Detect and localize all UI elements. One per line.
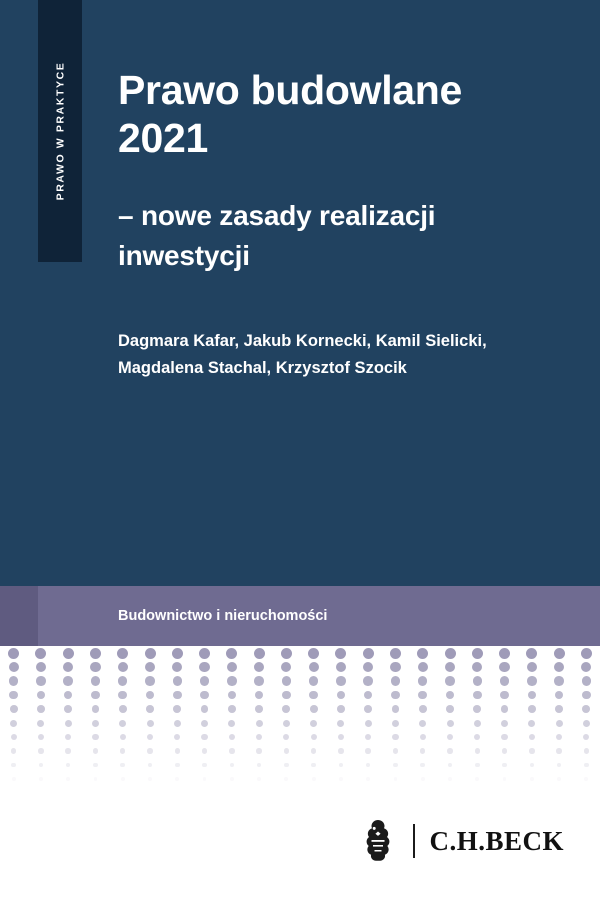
dot bbox=[392, 705, 400, 713]
dot bbox=[121, 777, 125, 781]
dot bbox=[254, 648, 265, 659]
dot bbox=[38, 734, 44, 740]
dot bbox=[392, 720, 399, 727]
dot bbox=[119, 705, 127, 713]
dot bbox=[226, 648, 237, 659]
dot bbox=[9, 691, 18, 700]
dot bbox=[556, 734, 562, 740]
dot bbox=[419, 720, 426, 727]
dot bbox=[555, 705, 563, 713]
dot bbox=[39, 763, 44, 768]
dot bbox=[363, 662, 373, 672]
dot bbox=[366, 777, 370, 781]
dot bbox=[38, 748, 43, 753]
dot bbox=[527, 662, 537, 672]
dot bbox=[337, 691, 346, 700]
dot bbox=[11, 748, 16, 753]
dot bbox=[148, 763, 153, 768]
dot bbox=[199, 662, 209, 672]
dot bbox=[310, 720, 317, 727]
publisher-logo bbox=[357, 818, 564, 864]
dot bbox=[529, 734, 535, 740]
dot bbox=[93, 763, 98, 768]
authors-line-1: Dagmara Kafar, Jakub Kornecki, Kamil Sielicki, bbox=[118, 332, 487, 350]
page-subtitle bbox=[118, 196, 570, 276]
dot bbox=[175, 748, 180, 753]
dot bbox=[526, 648, 537, 659]
dot bbox=[584, 763, 589, 768]
dot bbox=[282, 705, 290, 713]
dot bbox=[202, 763, 207, 768]
dot bbox=[118, 691, 127, 700]
dot bbox=[228, 705, 236, 713]
dot bbox=[201, 705, 209, 713]
dot bbox=[173, 676, 182, 685]
dot bbox=[527, 676, 536, 685]
dot bbox=[445, 662, 455, 672]
dot bbox=[91, 691, 100, 700]
page-title bbox=[118, 66, 570, 163]
dot bbox=[146, 691, 155, 700]
dot bbox=[555, 691, 564, 700]
dot bbox=[65, 720, 72, 727]
dot bbox=[311, 763, 316, 768]
dot bbox=[528, 705, 536, 713]
dot bbox=[63, 662, 73, 672]
dot bbox=[418, 691, 427, 700]
dot bbox=[393, 763, 398, 768]
dot bbox=[200, 691, 209, 700]
dot bbox=[66, 763, 71, 768]
publisher-name: C.H.BECK bbox=[429, 825, 564, 856]
dot bbox=[556, 720, 563, 727]
series-spine-label-text: PRAWO W PRAKTYCE bbox=[54, 61, 66, 201]
dot bbox=[364, 691, 373, 700]
dot bbox=[147, 720, 154, 727]
dot bbox=[501, 705, 509, 713]
dot bbox=[172, 648, 183, 659]
dot bbox=[91, 676, 100, 685]
dot bbox=[11, 734, 17, 740]
dot bbox=[39, 777, 43, 781]
dot bbox=[584, 777, 588, 781]
dot bbox=[173, 705, 181, 713]
dot bbox=[200, 676, 209, 685]
dot bbox=[500, 676, 509, 685]
dot bbox=[147, 748, 152, 753]
dot bbox=[174, 720, 181, 727]
dot bbox=[394, 777, 398, 781]
dot bbox=[9, 662, 19, 672]
dot bbox=[336, 676, 345, 685]
dot bbox=[310, 705, 318, 713]
dot bbox=[417, 648, 428, 659]
authors-block bbox=[118, 328, 570, 381]
dot bbox=[448, 777, 452, 781]
dot bbox=[582, 705, 590, 713]
dot bbox=[120, 748, 125, 753]
dot bbox=[202, 748, 207, 753]
dot bbox=[94, 777, 98, 781]
dot bbox=[10, 705, 18, 713]
dot bbox=[338, 734, 344, 740]
dot bbox=[393, 748, 398, 753]
dot bbox=[229, 734, 235, 740]
dot bbox=[446, 691, 455, 700]
dot bbox=[203, 777, 207, 781]
dot bbox=[309, 691, 318, 700]
dot bbox=[119, 720, 126, 727]
dot bbox=[147, 734, 153, 740]
series-band-edge bbox=[0, 586, 38, 646]
dot bbox=[338, 748, 343, 753]
subtitle-line-2: inwestycji bbox=[118, 240, 250, 272]
dot bbox=[473, 705, 481, 713]
dot bbox=[582, 676, 591, 685]
dot bbox=[365, 734, 371, 740]
dot bbox=[65, 748, 70, 753]
title-line-1: Prawo budowlane bbox=[118, 67, 463, 113]
dot bbox=[257, 777, 261, 781]
dot bbox=[37, 705, 45, 713]
dot bbox=[230, 777, 234, 781]
dot bbox=[255, 691, 264, 700]
dot bbox=[11, 763, 16, 768]
dot bbox=[92, 734, 98, 740]
dot bbox=[530, 763, 535, 768]
dot bbox=[557, 763, 562, 768]
dot bbox=[472, 648, 483, 659]
dot bbox=[93, 748, 98, 753]
dot bbox=[283, 720, 290, 727]
dot bbox=[583, 720, 590, 727]
dot bbox=[308, 648, 319, 659]
dot bbox=[420, 763, 425, 768]
dot bbox=[228, 691, 237, 700]
dot bbox=[390, 662, 400, 672]
dot bbox=[556, 748, 561, 753]
dot bbox=[581, 662, 591, 672]
dot bbox=[256, 734, 262, 740]
dot bbox=[201, 720, 208, 727]
dot bbox=[8, 648, 19, 659]
dot bbox=[554, 648, 565, 659]
title-line-2: 2021 bbox=[118, 115, 209, 162]
dot bbox=[501, 734, 507, 740]
series-band-label: Budownictwo i nieruchomości bbox=[118, 608, 328, 624]
dot bbox=[228, 720, 235, 727]
dot bbox=[421, 777, 425, 781]
dot bbox=[312, 777, 316, 781]
authors-line-2: Magdalena Stachal, Krzysztof Szocik bbox=[118, 358, 407, 377]
dot bbox=[284, 763, 289, 768]
dot bbox=[9, 676, 18, 685]
dot bbox=[390, 648, 401, 659]
series-spine-label bbox=[38, 0, 82, 262]
dot bbox=[499, 648, 510, 659]
dot bbox=[172, 662, 182, 672]
dot bbox=[92, 720, 99, 727]
dot bbox=[254, 662, 264, 672]
dot bbox=[335, 648, 346, 659]
dot bbox=[363, 648, 374, 659]
dot bbox=[339, 777, 343, 781]
dot bbox=[475, 777, 479, 781]
dot bbox=[584, 748, 589, 753]
dot bbox=[173, 691, 182, 700]
dot bbox=[501, 720, 508, 727]
dot bbox=[145, 648, 156, 659]
subtitle-line-1: – nowe zasady realizacji bbox=[118, 200, 436, 231]
dot bbox=[90, 648, 101, 659]
dot bbox=[581, 648, 592, 659]
dot bbox=[311, 734, 317, 740]
dot bbox=[448, 763, 453, 768]
dot bbox=[145, 662, 155, 672]
dot bbox=[65, 734, 71, 740]
dot bbox=[557, 777, 561, 781]
dot bbox=[364, 705, 372, 713]
dot bbox=[365, 720, 372, 727]
dot bbox=[445, 676, 454, 685]
dot bbox=[254, 676, 263, 685]
dot bbox=[120, 734, 126, 740]
dot bbox=[37, 691, 46, 700]
dot bbox=[311, 748, 316, 753]
dot bbox=[554, 676, 563, 685]
dot bbox=[446, 705, 454, 713]
dot bbox=[554, 662, 564, 672]
dot bbox=[528, 720, 535, 727]
dot bbox=[337, 705, 345, 713]
dot bbox=[474, 720, 481, 727]
dot bbox=[530, 777, 534, 781]
dot bbox=[35, 648, 46, 659]
dot bbox=[309, 662, 319, 672]
dot bbox=[92, 705, 100, 713]
dot bbox=[36, 676, 45, 685]
dot bbox=[227, 676, 236, 685]
dot bbox=[146, 705, 154, 713]
dot bbox=[447, 748, 452, 753]
dot bbox=[475, 763, 480, 768]
dot bbox=[64, 691, 73, 700]
dot bbox=[255, 705, 263, 713]
dot bbox=[499, 662, 509, 672]
dot bbox=[391, 676, 400, 685]
dot bbox=[447, 720, 454, 727]
dot bbox=[281, 662, 291, 672]
dot bbox=[391, 691, 400, 700]
dot bbox=[230, 763, 235, 768]
logo-divider bbox=[413, 824, 415, 858]
dot bbox=[10, 720, 17, 727]
dot bbox=[227, 662, 237, 672]
dot bbox=[199, 648, 210, 659]
dot bbox=[36, 662, 46, 672]
dot bbox=[118, 662, 128, 672]
dot bbox=[500, 691, 509, 700]
dot bbox=[12, 777, 16, 781]
dot bbox=[582, 691, 591, 700]
dot bbox=[474, 734, 480, 740]
dot bbox=[284, 777, 288, 781]
dot bbox=[175, 763, 180, 768]
dot bbox=[339, 763, 344, 768]
dot bbox=[201, 734, 207, 740]
dot bbox=[418, 662, 428, 672]
dot bbox=[284, 748, 289, 753]
dot bbox=[66, 777, 70, 781]
dot bbox=[256, 748, 261, 753]
dot bbox=[445, 648, 456, 659]
dot bbox=[473, 691, 482, 700]
dot bbox=[337, 720, 344, 727]
dot bbox=[120, 763, 125, 768]
dot bbox=[447, 734, 453, 740]
dot bbox=[283, 734, 289, 740]
dot bbox=[281, 648, 292, 659]
dot bbox=[257, 763, 262, 768]
dot bbox=[90, 662, 100, 672]
dot bbox=[64, 705, 72, 713]
dot bbox=[529, 748, 534, 753]
dot bbox=[366, 763, 371, 768]
dot bbox=[282, 676, 291, 685]
dot bbox=[503, 777, 507, 781]
griffin-icon bbox=[357, 818, 399, 864]
dot bbox=[365, 748, 370, 753]
dot bbox=[420, 734, 426, 740]
dot bbox=[418, 676, 427, 685]
dot bbox=[475, 748, 480, 753]
dot bbox=[472, 662, 482, 672]
dot bbox=[309, 676, 318, 685]
dot bbox=[473, 676, 482, 685]
dot bbox=[502, 763, 507, 768]
dot bbox=[118, 676, 127, 685]
dot bbox=[363, 676, 372, 685]
dot bbox=[420, 748, 425, 753]
dot bbox=[392, 734, 398, 740]
dot bbox=[174, 734, 180, 740]
dot bbox=[229, 748, 234, 753]
dot bbox=[336, 662, 346, 672]
dot bbox=[528, 691, 537, 700]
dot bbox=[63, 648, 74, 659]
dot bbox=[117, 648, 128, 659]
dot bbox=[37, 720, 44, 727]
dot-pattern bbox=[0, 646, 600, 800]
dot bbox=[175, 777, 179, 781]
dot bbox=[256, 720, 263, 727]
dot bbox=[148, 777, 152, 781]
dot bbox=[282, 691, 291, 700]
dot bbox=[145, 676, 154, 685]
dot bbox=[419, 705, 427, 713]
dot bbox=[502, 748, 507, 753]
dot bbox=[583, 734, 589, 740]
dot bbox=[63, 676, 72, 685]
